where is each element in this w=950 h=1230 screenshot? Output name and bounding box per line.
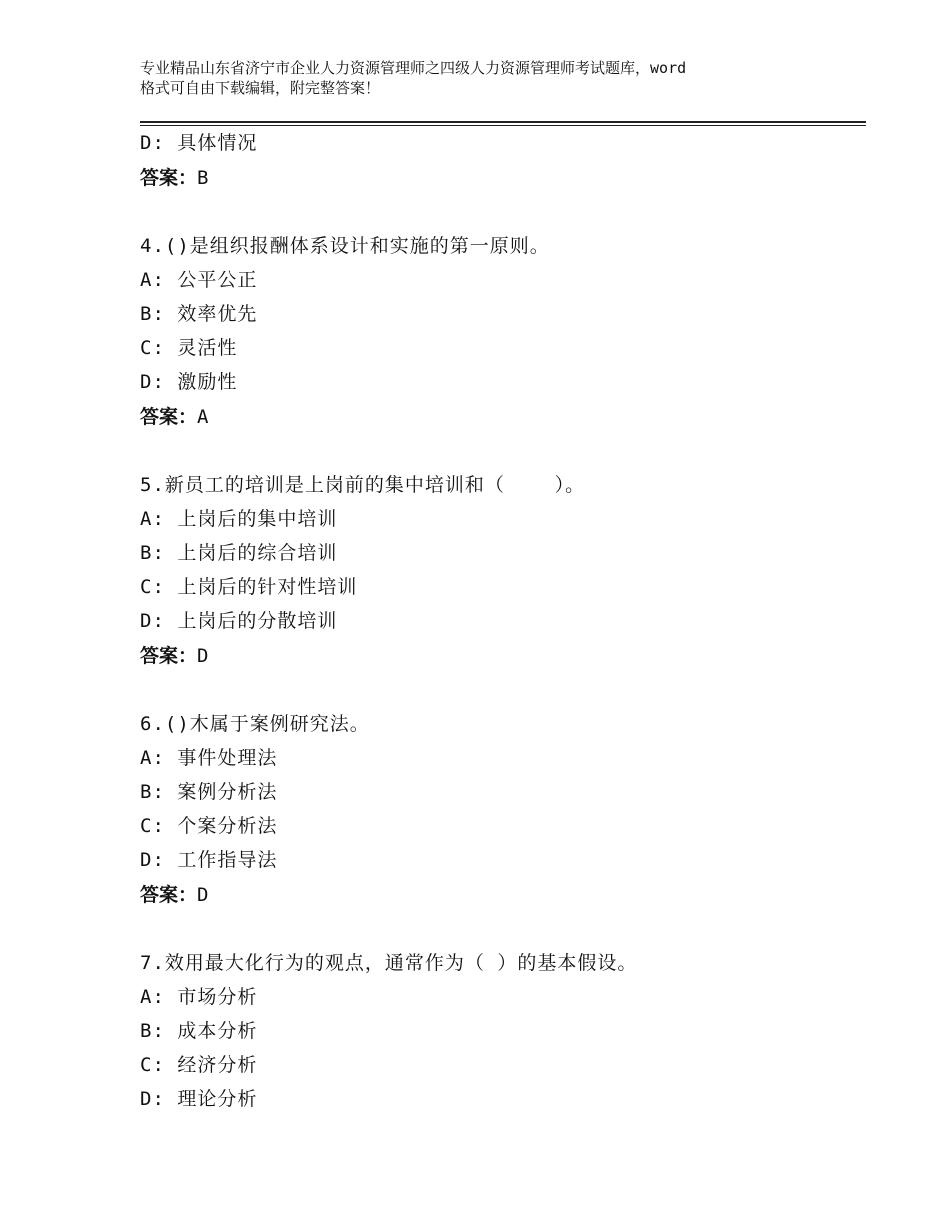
option-a: A: 市场分析	[140, 986, 258, 1008]
answer-value: D	[197, 645, 209, 667]
option-b: B: 案例分析法	[140, 781, 278, 803]
option-c: C: 个案分析法	[140, 815, 278, 837]
header-line-1: 专业精品山东省济宁市企业人力资源管理师之四级人力资源管理师考试题库，word	[140, 59, 687, 77]
answer-line	[140, 883, 208, 907]
header-line-2: 格式可自由下载编辑，附完整答案！	[140, 79, 381, 97]
answer-label: 答案：	[140, 645, 198, 667]
question-stem: 7.效用最大化行为的观点，通常作为（ ）的基本假设。	[140, 952, 638, 974]
question-stem: 4.()是组织报酬体系设计和实施的第一原则。	[140, 235, 550, 257]
answer-line	[140, 405, 208, 429]
option-a: A: 公平公正	[140, 269, 258, 291]
answer-line	[140, 166, 208, 190]
answer-label: 答案：	[140, 167, 198, 189]
option-d: D: 理论分析	[140, 1088, 258, 1110]
option-c: C: 上岗后的针对性培训	[140, 576, 358, 598]
answer-label: 答案：	[140, 406, 198, 428]
answer-label: 答案：	[140, 884, 198, 906]
option-c: C: 灵活性	[140, 337, 238, 359]
option-d: D: 上岗后的分散培训	[140, 610, 338, 632]
answer-value: D	[197, 884, 209, 906]
answer-value: A	[197, 406, 209, 428]
answer-value: B	[197, 167, 209, 189]
option-b: B: 上岗后的综合培训	[140, 542, 338, 564]
option-b: B: 成本分析	[140, 1020, 258, 1042]
document-header	[140, 58, 840, 98]
header-divider-thick	[140, 121, 866, 123]
option-d: D: 激励性	[140, 371, 238, 393]
question-stem: 6.()木属于案例研究法。	[140, 713, 370, 735]
answer-line	[140, 644, 208, 668]
option-b: B: 效率优先	[140, 303, 258, 325]
question-stem: 5.新员工的培训是上岗前的集中培训和（ ）。	[140, 474, 586, 496]
option-a: A: 上岗后的集中培训	[140, 508, 338, 530]
header-divider-thin	[140, 125, 866, 126]
option-d: D: 具体情况	[140, 132, 258, 154]
option-d: D: 工作指导法	[140, 849, 278, 871]
option-a: A: 事件处理法	[140, 747, 278, 769]
option-c: C: 经济分析	[140, 1054, 258, 1076]
